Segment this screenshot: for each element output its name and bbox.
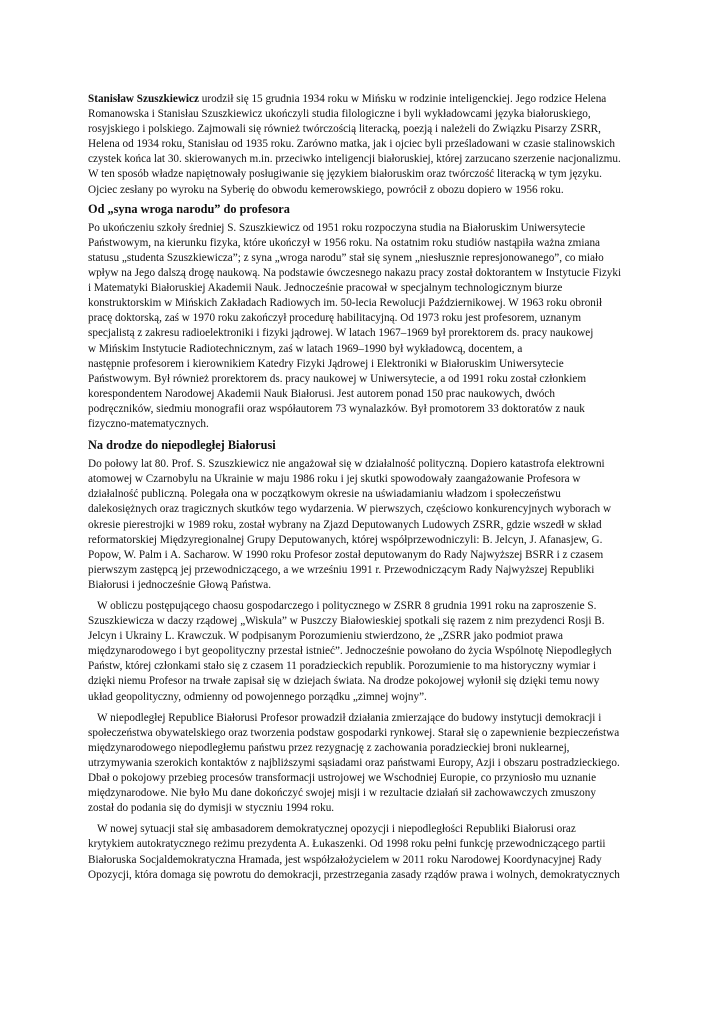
section2-line: atomowej w Czarnobylu na Ukrainie w maju 1986 roku i jej skutki spowodowały zaangażowanie Profesora w (88, 473, 581, 486)
section2-line: międzynarodowego niepodległemu państwu przez rezygnację z zachowania poradzieckiej broni nuklearnej, (88, 741, 570, 754)
section1-line: korespondentem Narodowej Akademii Nauk Białorusi. Jest autorem ponad 150 prac naukowych, dwóch (88, 387, 555, 400)
intro-line: rosyjskiego i polskiego. Zajmowali się również twórczością literacką, poezją i należeli do Związku Pisarzy ZSRR, (88, 123, 601, 136)
section2-line: układ geopolityczny, odmienny od powojennego porządku „zimnej wojny”. (88, 690, 427, 703)
section1-line: fizyczno-matematycznych. (88, 417, 209, 430)
section1-line: Państwowym. Był również prorektorem ds. pracy naukowej w Uniwersytecie, a od 1991 roku został członkiem (88, 372, 587, 385)
section2-line: W nowej sytuacji stał się ambasadorem demokratycznej opozycji i niepodległości Republiki Białorusi oraz (97, 823, 576, 836)
section1-line: w Mińskim Instytucie Radiotechnicznym, zaś w latach 1969–1990 był wykładowcą, docentem, a (88, 342, 523, 355)
section2-line: działalność publiczną. Polegała ona w początkowym okresie na uświadamianiu władzom i społeczeństwu (88, 488, 561, 501)
section2-paragraph-3 (88, 711, 644, 817)
section1-line: pracę doktorską, zaś w 1970 roku zakończył procedurę habilitacyjną. Od 1973 roku jest profesorem, uznanym (88, 312, 582, 325)
section2-line: Szuszkiewicza w daczy rządowej „Wiskula” w Puszczy Białowieskiej spotkali się razem z nim prezydenci Rosji B. (88, 615, 605, 628)
intro-line: Romanowska i Stanisłau Szuszkiewicz ukończyli studia filologiczne i byli wykładowcami języka białoruskiego, (88, 108, 591, 121)
section2-line: Jelcyn i Ukrainy L. Krawczuk. W podpisanym Porozumieniu stwierdzono, że „ZSRR jako podmiot prawa (88, 630, 563, 643)
section2-line: Białorusi i jednocześnie Głową Państwa. (88, 578, 271, 591)
section1-line: podręczników, siedmiu monografii oraz współautorem 73 wynalazków. Był promotorem 33 doktoratów z nauk (88, 402, 585, 415)
section2-line: został do podania się do dymisji w styczniu 1994 roku. (88, 802, 335, 815)
section2-line: Popow, W. Palm i A. Sacharow. W 1990 roku Profesor został deputowanym do Rady Najwyższej BSRR i z czasem (88, 548, 604, 561)
section2-line: pierwszym zastępcą jej przewodniczącego, a we wrześniu 1991 r. Przewodniczącym Rady Najwyższej Republiki (88, 563, 595, 576)
section1-line: Państwowym, na kierunku fizyka, które ukończył w 1956 roku. Na ostatnim roku studiów nastąpiła ważna zmiana (88, 236, 601, 249)
intro-line: Helena od 1934 roku, Stanisłau od 1935 roku. Zarówno matka, jak i ojciec byli prześladowani w czasie stalinowskich (88, 138, 615, 151)
section2-line: Opozycji, która domaga się powrotu do demokracji, przestrzegania zasady rządów prawa i wolnych, demokratycznych (88, 868, 620, 881)
intro-line-text: urodził się 15 grudnia 1934 roku w Mińsku w rodzinie inteligenckiej. Jego rodzice Helena (198, 93, 607, 105)
section1-line: i Matematyki Białoruskiej Akademii Nauk. Jednocześnie pracował w specjalnym technologicznym biurze (88, 282, 563, 295)
section1-line: Po ukończeniu szkoły średniej S. Szuszkiewicz od 1951 roku rozpoczyna studia na Białoruskim Uniwersytecie (88, 221, 586, 234)
section2-line: krytykiem autokratycznego reżimu prezydenta A. Łukaszenki. Od 1998 roku pełni funkcję przewodniczącego partii (88, 838, 606, 851)
section2-paragraph-4 (88, 822, 644, 882)
section1-line: statusu „studenta Szuszkiewicza”; z syna „wroga narodu” stał się synem „niesłusznie represjonowanego”, co miało (88, 251, 604, 264)
section2-line: Białoruska Socjaldemokratyczna Hramada, jest współzałożycielem w 2011 roku Narodowej Koordynacyjnej Rady (88, 853, 602, 866)
section2-paragraph-1 (88, 457, 644, 593)
section1-line: konstruktorskim w Mińskich Zakładach Radiowych im. 50-lecia Rewolucji Październikowej. W 1963 roku obronił (88, 297, 603, 310)
intro-paragraph (88, 92, 644, 198)
section2-line: okresie pierestrojki w 1989 roku, został wybrany na Zjazd Deputowanych Ludowych ZSRR, gdzie wszedł w skład (88, 518, 602, 531)
section1-line: następnie profesorem i kierownikiem Katedry Fizyki Jądrowej i Elektroniki w Białoruskim Uniwersytecie (88, 357, 564, 370)
section2-line: dalekosiężnych oraz tragicznych skutków tego wydarzenia. W pierwszych, częściowo konkurencyjnych wyborach w (88, 503, 612, 516)
section2-line: dzięki niemu Profesor na trwałe zapisał się w dziejach świata. Na drodze pokojowej wyłonił się dzięki temu nowy (88, 675, 600, 688)
section2-line: społeczeństwa obywatelskiego oraz tworzenia podstaw gospodarki rynkowej. Starał się o zapewnienie bezpieczeństwa (88, 726, 620, 739)
section1-paragraph (88, 221, 644, 432)
intro-line-1 (88, 92, 644, 107)
document-page (88, 92, 644, 883)
section2-line: Państw, której członkami stało się z czasem 11 poradzieckich republik. Porozumienie to ma historyczny wymiar i (88, 660, 597, 673)
section2-line: W obliczu postępującego chaosu gospodarczego i politycznego w ZSRR 8 grudnia 1991 roku na zaproszenie S. (97, 600, 597, 612)
section2-line: Dbał o pokojowy przebieg procesów transformacji ustrojowej we Wschodniej Europie, co przyniosło mu uznanie (88, 772, 597, 785)
intro-line: W ten sposób władze napiętnowały posługiwanie się językiem białoruskim oraz twórczość literacką w tym języku. (88, 168, 602, 181)
section1-line: wpływ na Jego dalszą drogę naukową. Na podstawie ówczesnego nakazu pracy został doktorantem w Instytucie Fizyki (88, 267, 622, 280)
section-heading-independence: Na drodze do niepodległej Białorusi (88, 438, 276, 453)
section2-line: reformatorskiej Międzyregionalnej Grupy Deputowanych, której współprzewodniczyli: B. Jelcyn, J. Afanasjew, G. (88, 533, 603, 546)
section2-line: Do połowy lat 80. Prof. S. Szuszkiewicz nie angażował się w działalność polityczną. Dopiero katastrofa elektrowni (88, 458, 605, 471)
section2-line: W niepodległej Republice Białorusi Profesor prowadził działania zmierzające do budowy instytucji demokracji i (97, 711, 602, 724)
section2-line: międzynarodowego i byt geopolityczny przestał istnieć”. Jednocześnie powołano do życia Wspólnotę Niepodległych (88, 645, 612, 658)
intro-line: Ojciec zesłany po wyroku na Syberię do obwodu kemerowskiego, powrócił z obozu dopiero w 1956 roku. (88, 183, 564, 196)
section-heading-professor: Od „syna wroga narodu” do profesora (88, 201, 290, 216)
section2-line: międzynarodowe. Nie było Mu dane dokończyć swojej misji i w rezultacie działań sił zachowawczych zmuszony (88, 787, 596, 800)
intro-line: czystek końca lat 30. skierowanych m.in. przeciwko inteligencji białoruskiej, której zarzucano szerzenie nacjonalizmu. (88, 153, 621, 166)
section2-paragraph-2 (88, 599, 644, 705)
section1-line: specjalistą z zakresu radioelektroniki i fizyki jądrowej. W latach 1967–1969 był prorektorem ds. pracy naukowej (88, 327, 594, 340)
person-name: Stanisław Szuszkiewicz (88, 93, 199, 105)
section2-line: utrzymywania szerokich kontaktów z najbliższymi sąsiadami oraz państwami Europy, Azji i obszaru postradzieckiego. (88, 756, 620, 769)
